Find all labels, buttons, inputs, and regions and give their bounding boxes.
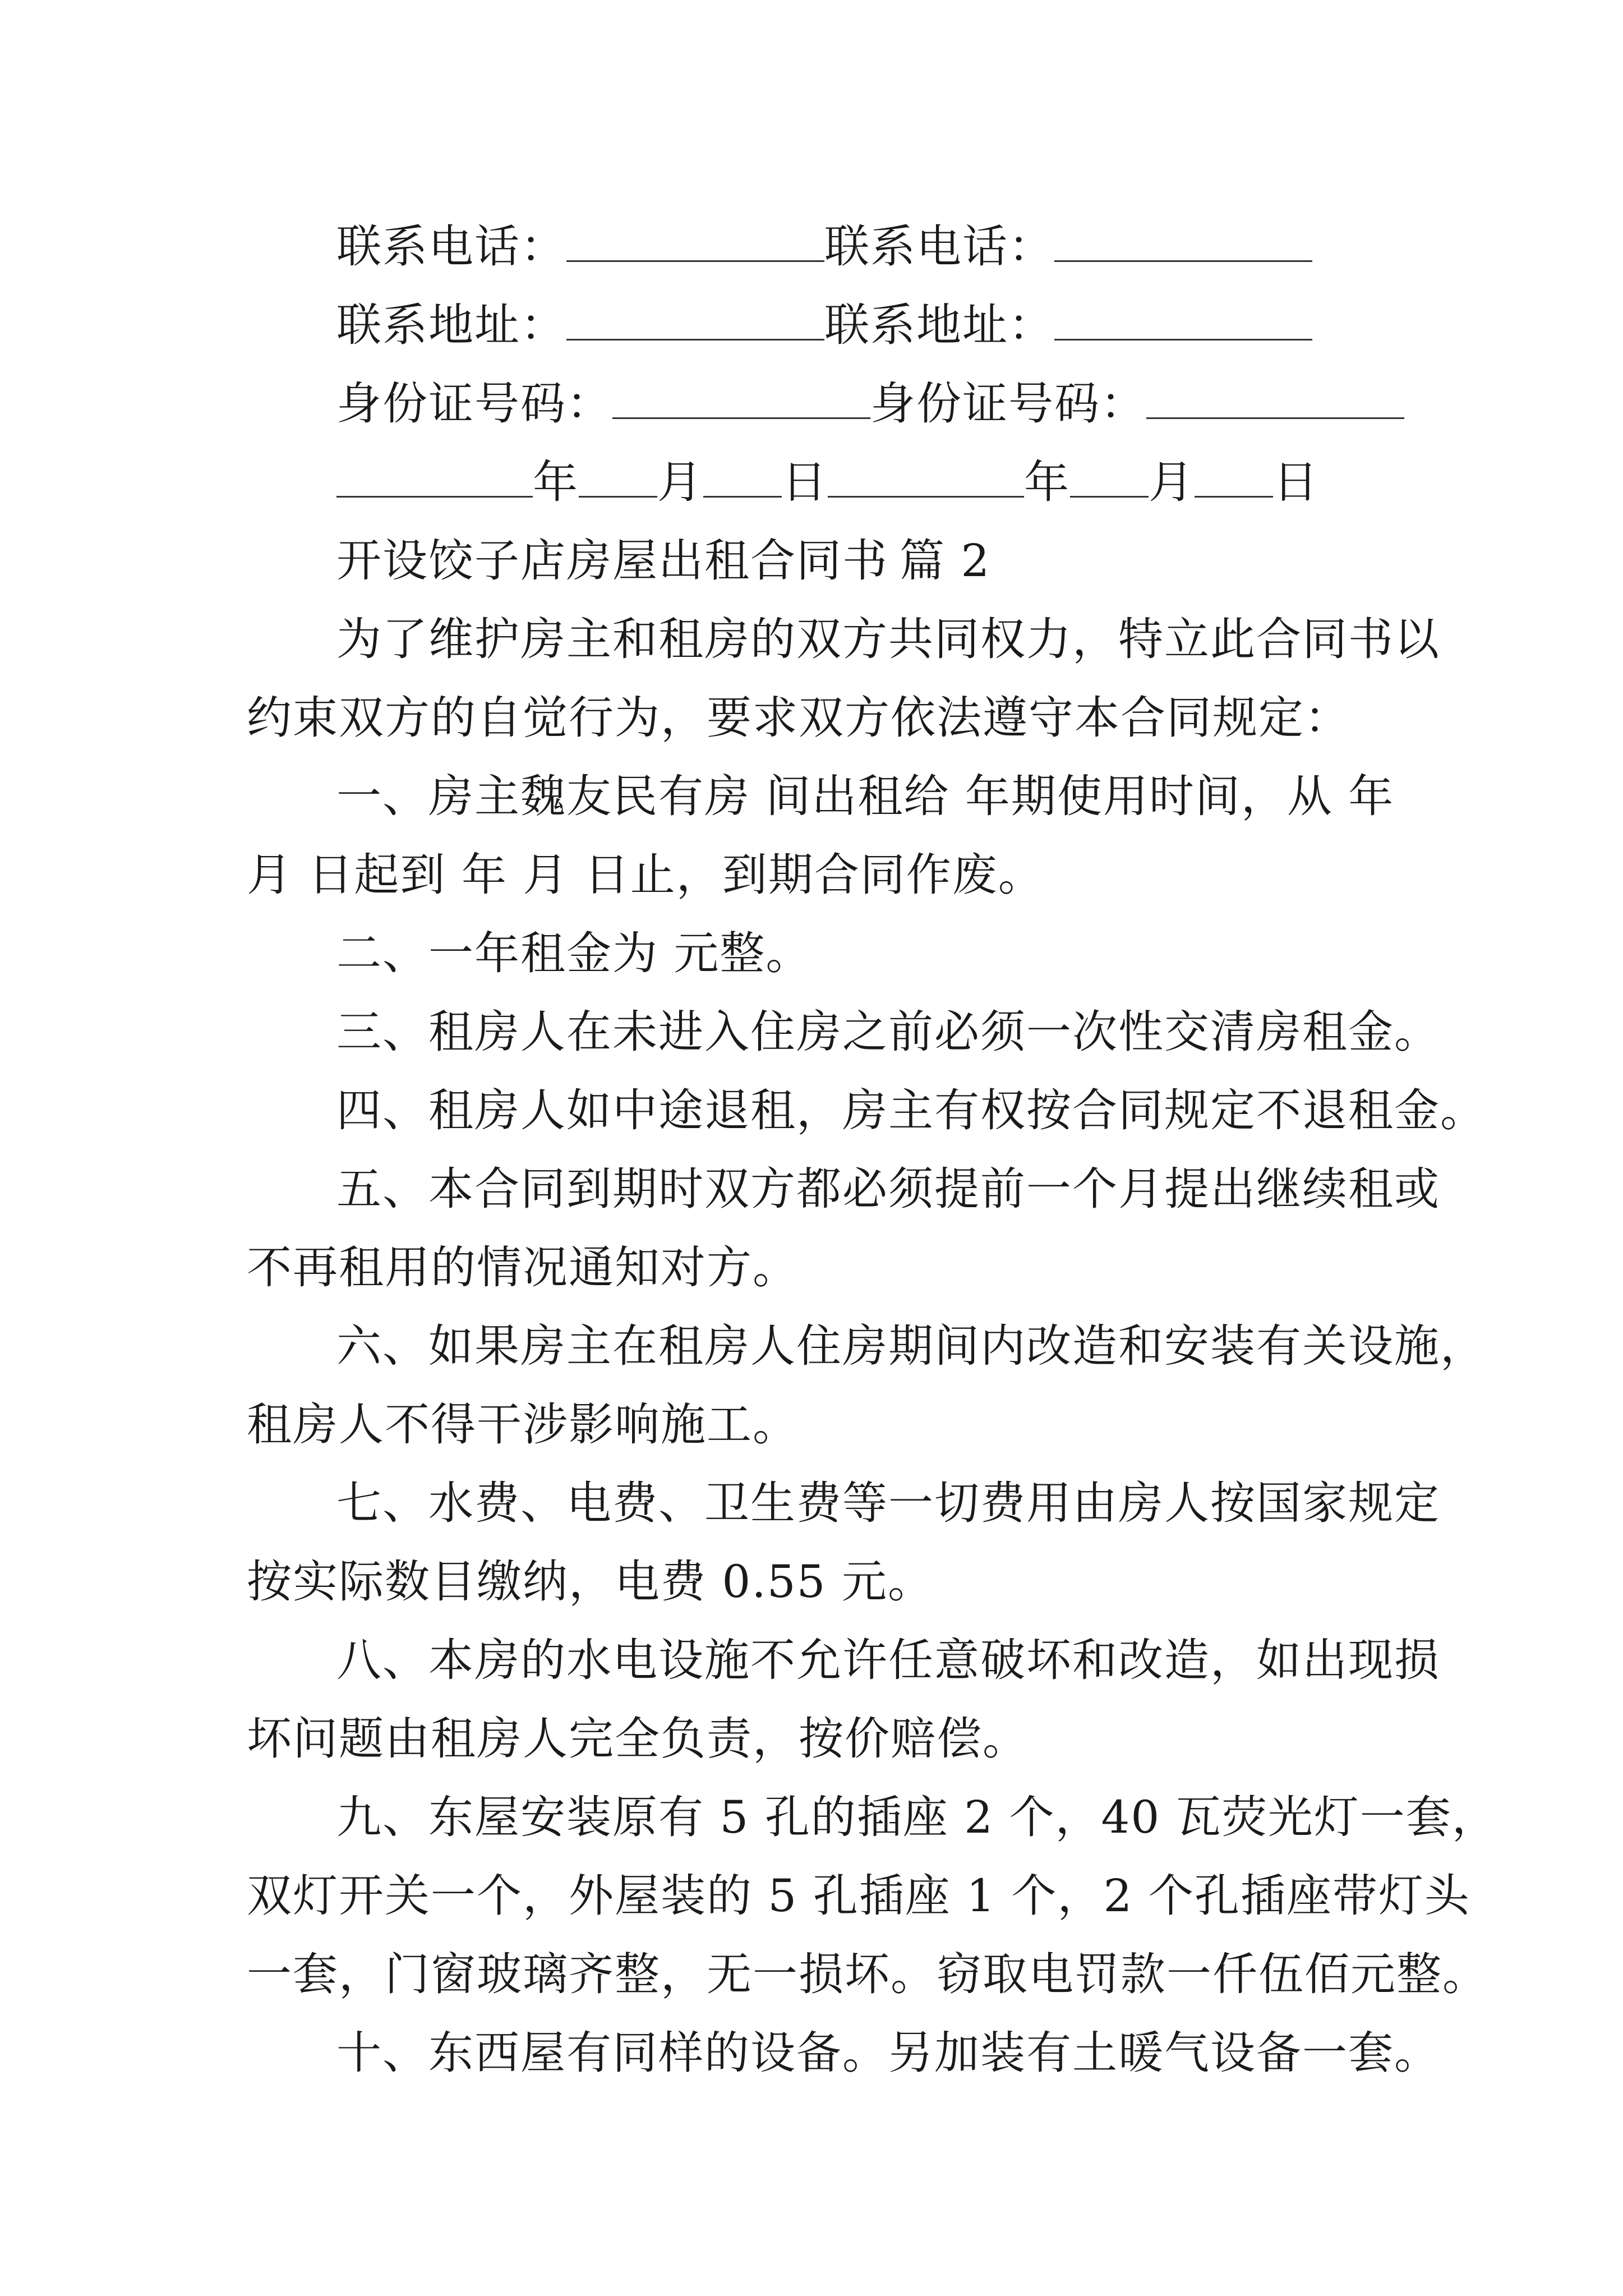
- month-label-a: 月: [657, 456, 703, 508]
- day-blank-a: [703, 461, 782, 498]
- id-label-b: 身份证号码：: [870, 378, 1146, 430]
- address-label-b: 联系地址：: [824, 299, 1054, 351]
- day-label-b: 日: [1273, 456, 1319, 508]
- year-blank-a: [336, 461, 533, 498]
- clause-4-line: 四、租房人如中途退租，房主有权按合同规定不退租金。: [336, 1084, 1486, 1137]
- phone-blank-b: [1054, 226, 1312, 262]
- contact-id-row: [336, 376, 1402, 432]
- day-label-a: 日: [782, 456, 828, 508]
- day-blank-b: [1195, 461, 1273, 498]
- clause-9-line: 一套，门窗玻璃齐整，无一损坏。窃取电罚款一仟伍佰元整。: [247, 1948, 1488, 2000]
- phone-label-a: 联系电话：: [336, 220, 566, 273]
- id-label-a: 身份证号码：: [336, 378, 612, 430]
- clause-7-line: 七、水费、电费、卫生费等一切费用由房人按国家规定: [336, 1477, 1440, 1529]
- month-blank-a: [579, 461, 657, 498]
- clause-3-line: 三、租房人在未进入住房之前必须一次性交清房租金。: [336, 1006, 1440, 1058]
- address-label-a: 联系地址：: [336, 299, 566, 351]
- month-label-b: 月: [1149, 456, 1195, 508]
- id-blank-b: [1146, 383, 1404, 419]
- clause-9-line: 双灯开关一个，外屋装的 5 孔插座 1 个，2 个孔插座带灯头: [247, 1870, 1470, 1922]
- clause-5-line: 五、本合同到期时双方都必须提前一个月提出继续租或: [336, 1163, 1440, 1215]
- phone-blank-a: [566, 226, 824, 262]
- month-blank-b: [1070, 461, 1149, 498]
- clause-8-line: 八、本房的水电设施不允许任意破坏和改造，如出现损: [336, 1634, 1440, 1686]
- year-label-b: 年: [1024, 456, 1070, 508]
- clause-10-line: 十、东西屋有同样的设备。另加装有土暖气设备一套。: [336, 2027, 1440, 2079]
- section-title-text: 开设饺子店房屋出租合同书: [336, 535, 888, 587]
- section-number: 篇 2: [900, 535, 991, 587]
- intro-line: 约束双方的自觉行为，要求双方依法遵守本合同规定：: [247, 692, 1350, 744]
- clause-6-line: 租房人不得干涉影响施工。: [247, 1398, 799, 1451]
- address-blank-a: [566, 304, 824, 341]
- section-title: [336, 533, 1402, 589]
- phone-label-b: 联系电话：: [824, 220, 1054, 273]
- clause-1-line: 一、房主魏友民有房 间出租给 年期使用时间，从 年: [336, 770, 1395, 822]
- intro-line: 为了维护房主和租房的双方共同权力，特立此合同书以: [336, 613, 1440, 665]
- clause-2-line: 二、一年租金为 元整。: [336, 927, 812, 979]
- clause-9-line: 九、东屋安装原有 5 孔的插座 2 个，40 瓦荧光灯一套，: [336, 1791, 1498, 1843]
- contact-address-row: [336, 297, 1402, 353]
- clause-1-line: 月 日起到 年 月 日止，到期合同作废。: [247, 849, 1044, 901]
- clause-7-line: 按实际数目缴纳，电费 0.55 元。: [247, 1556, 934, 1608]
- clause-5-line: 不再租用的情况通知对方。: [247, 1241, 799, 1294]
- clause-6-line: 六、如果房主在租房人住房期间内改造和安装有关设施，: [336, 1320, 1486, 1372]
- id-blank-a: [612, 383, 870, 419]
- clause-8-line: 坏问题由租房人完全负责，按价赔偿。: [247, 1713, 1029, 1765]
- year-label-a: 年: [533, 456, 579, 508]
- date-row: [336, 454, 1402, 510]
- address-blank-b: [1054, 304, 1312, 341]
- contact-phone-row: [336, 219, 1402, 275]
- year-blank-b: [828, 461, 1024, 498]
